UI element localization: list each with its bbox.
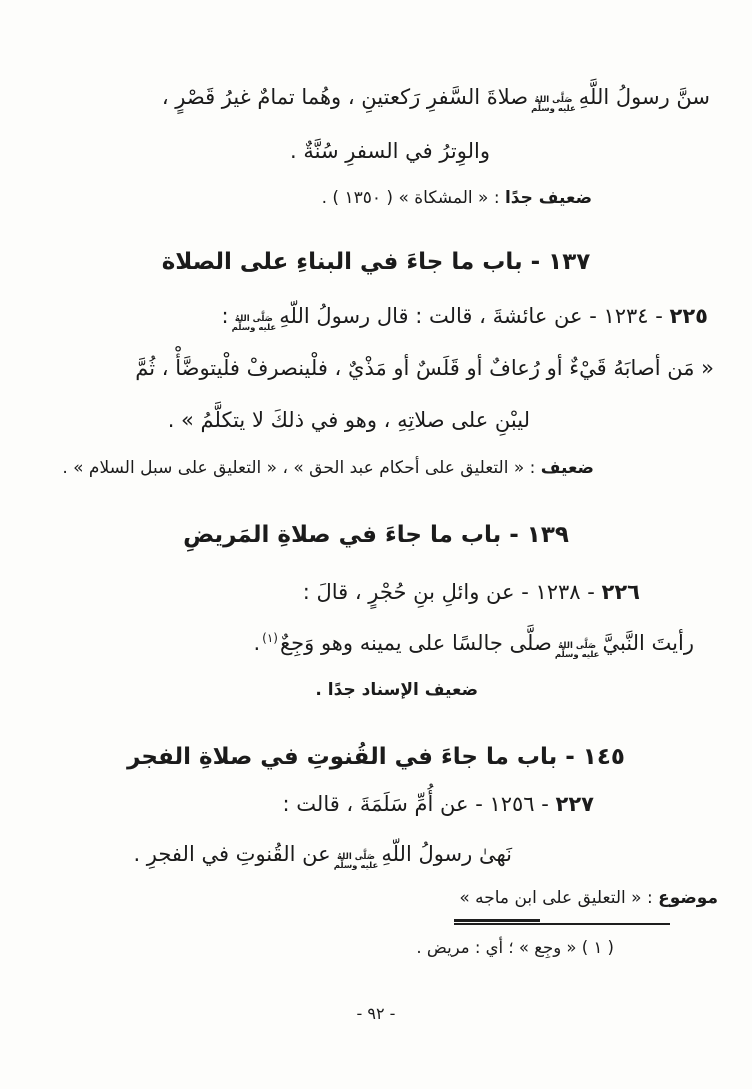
chapter-139-heading bbox=[37, 519, 715, 551]
hadith-226-isnad-text: - ١٢٣٨ - عن وائلِ بنِ حُجْرٍ ، قالَ : bbox=[302, 580, 595, 604]
footnote-separator-thick bbox=[454, 919, 540, 922]
grade-keyword: ضعيف bbox=[540, 458, 594, 478]
hadith-227-matn-post: عن القُنوتِ في الفجرِ . bbox=[133, 842, 331, 866]
grade-source: : « التعليق على ابن ماجه » bbox=[459, 888, 653, 908]
pbuh-ligature-icon bbox=[334, 853, 379, 872]
grade-source: : « التعليق على أحكام عبد الحق » ، « التعليق على سبل السلام » . bbox=[62, 458, 536, 478]
pbuh-bottom: عليه وسلَّم bbox=[554, 650, 600, 660]
hadith-225-grade bbox=[62, 456, 594, 482]
hadith-225-isnad-tail: : bbox=[221, 304, 229, 328]
hadith-224-line-2 bbox=[290, 136, 490, 168]
footnote-1 bbox=[416, 936, 614, 961]
hadith-225-isnad bbox=[222, 301, 708, 333]
footnote-1-reference: (١) bbox=[262, 631, 278, 645]
footnote-1-text: ( ١ ) « وجِع » ؛ أي : مريض . bbox=[416, 938, 614, 957]
hadith-224-line-1 bbox=[162, 82, 710, 114]
grade-keyword: ضعيف جدًا bbox=[504, 188, 592, 208]
chapter-145-heading bbox=[37, 741, 715, 773]
chapter-145-title: ١٤٥ - باب ما جاءَ في القُنوتِ في صلاةِ الفجر bbox=[127, 744, 625, 770]
pbuh-top: صَلَّى اللهُ bbox=[534, 94, 573, 105]
pbuh-ligature-icon bbox=[531, 96, 576, 115]
hadith-227-grade bbox=[459, 886, 718, 912]
hadith-225-matn-line-2 bbox=[168, 405, 530, 437]
pbuh-bottom: عليه وسلَّم bbox=[531, 104, 576, 114]
footnote-separator bbox=[454, 923, 670, 925]
hadith-226-matn bbox=[253, 628, 694, 660]
hadith-226-grade bbox=[315, 678, 478, 704]
pbuh-ligature-icon bbox=[232, 315, 277, 334]
pbuh-top: صَلَّى اللهُ bbox=[234, 313, 273, 324]
pbuh-top: صَلَّى اللهُ bbox=[337, 851, 375, 862]
hadith-226-number: ٢٢٦ bbox=[601, 580, 640, 604]
hadith-226-matn-post: صلَّى جالسًا على يمينه وهو وَجِعٌ bbox=[279, 631, 552, 655]
chapter-139-title: ١٣٩ - باب ما جاءَ في صلاةِ المَريضِ bbox=[183, 522, 569, 548]
hadith-225-isnad-text: - ١٢٣٤ - عن عائشةَ ، قالت : قال رسولُ اللّهِ bbox=[279, 304, 663, 328]
pbuh-bottom: عليه وسلَّم bbox=[333, 861, 379, 871]
hadith-226-isnad bbox=[303, 577, 640, 609]
grade-keyword: ضعيف الإسناد جدًا . bbox=[315, 680, 478, 700]
hadith-224-text-pre: سنَّ رسولُ اللَّهِ bbox=[578, 85, 710, 109]
pbuh-bottom: عليه وسلَّم bbox=[231, 323, 277, 333]
hadith-227-number: ٢٢٧ bbox=[555, 792, 594, 816]
hadith-224-text-end: والوِترُ في السفرِ سُنَّةٌ . bbox=[290, 139, 490, 163]
page-number bbox=[0, 1004, 752, 1023]
hadith-224-text-post: صلاةَ السَّفرِ رَكعتينِ ، وهُما تمامٌ غيرُ قَصْرٍ ، bbox=[161, 85, 529, 109]
grade-keyword: موضوع bbox=[658, 888, 718, 908]
hadith-226-matn-end: . bbox=[253, 631, 261, 655]
chapter-137-heading bbox=[37, 246, 715, 278]
pbuh-ligature-icon bbox=[555, 642, 600, 661]
hadith-225-matn-text-2: ليبْنِ على صلاتِهِ ، وهو في ذلكَ لا يتكلَّمُ » . bbox=[167, 408, 530, 432]
hadith-226-matn-pre: رأيتَ النَّبيَّ bbox=[602, 631, 694, 655]
hadith-224-grade bbox=[322, 186, 592, 212]
hadith-227-isnad bbox=[283, 789, 594, 821]
hadith-227-isnad-text: - ١٢٥٦ - عن أُمِّ سَلَمَةَ ، قالت : bbox=[282, 792, 549, 816]
hadith-227-matn-pre: نَهىٰ رسولُ اللّهِ bbox=[381, 842, 512, 866]
chapter-137-title: ١٣٧ - باب ما جاءَ في البناءِ على الصلاة bbox=[161, 249, 591, 275]
pbuh-top: صَلَّى اللهُ bbox=[558, 640, 597, 651]
grade-source: : « المشكاة » ( ١٣٥٠ ) . bbox=[321, 188, 500, 208]
hadith-225-matn-line-1 bbox=[135, 353, 714, 385]
hadith-227-matn bbox=[133, 839, 512, 871]
hadith-225-matn-text-1: « مَن أصابَهُ قَيْءٌ أو رُعافٌ أو قَلَسٌ أو مَذْيٌ ، فلْينصرفْ فلْيتوضَّأْ ، ثُمَّ bbox=[135, 356, 714, 380]
page-number-text: - ٩٢ - bbox=[356, 1004, 396, 1023]
hadith-225-number: ٢٢٥ bbox=[669, 304, 708, 328]
